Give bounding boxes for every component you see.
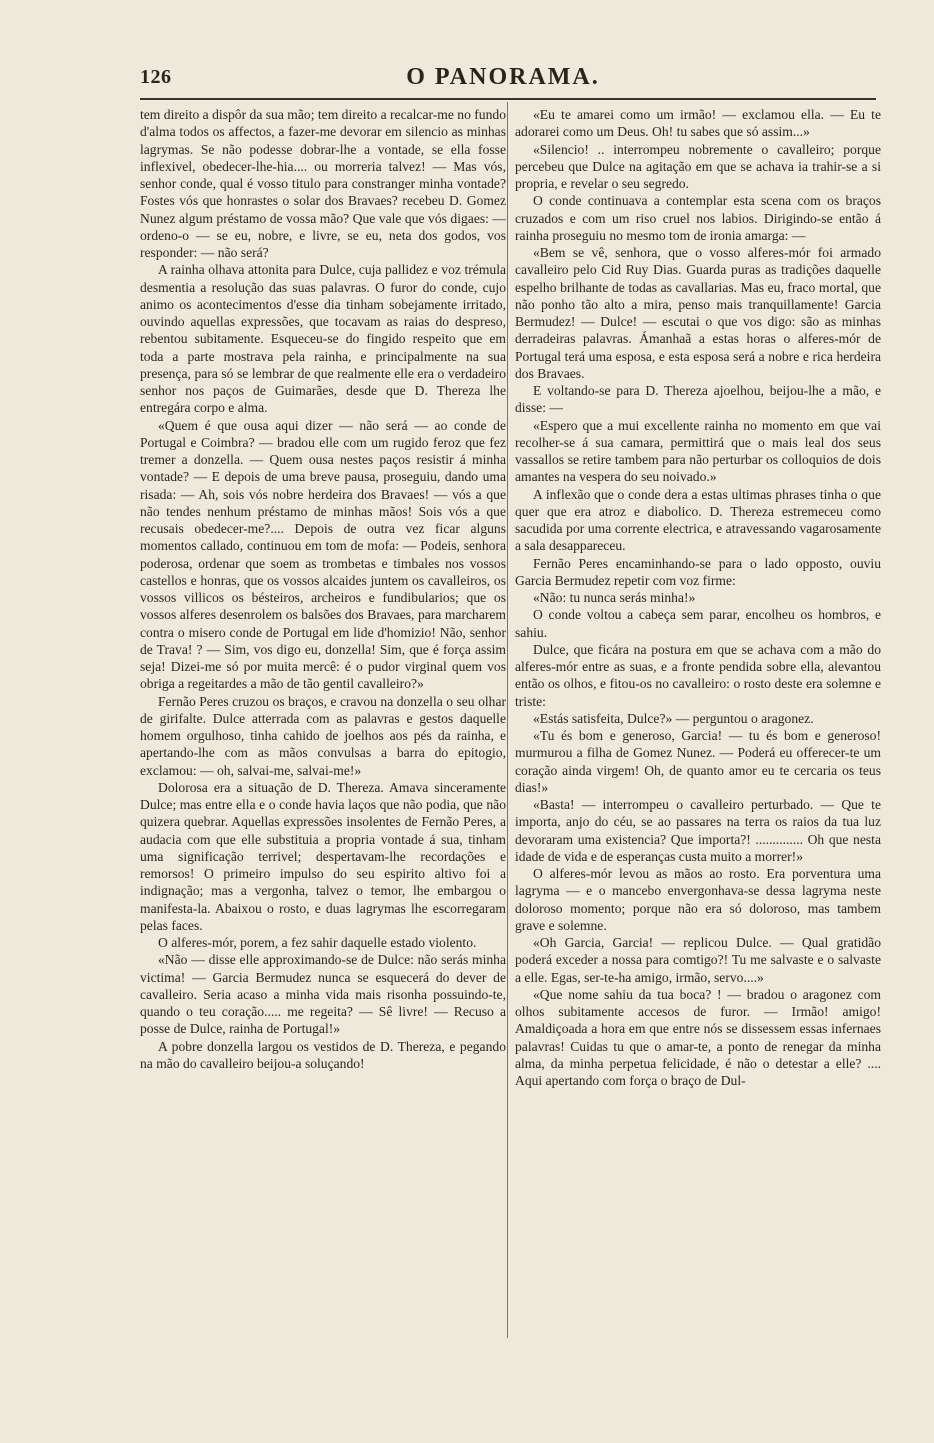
paragraph: «Tu és bom e generoso, Garcia! — tu és bom e generoso! murmurou a filha de Gomez Nunez. — Poderá eu offerecer-te um coração ainda virgem! Oh, de quanto amor eu te cercaria os teus dias!» (515, 728, 881, 795)
paragraph: O alferes-mór levou as mãos ao rosto. Era porventura uma lagryma — e o mancebo envergonhava-se dessa lagryma neste doloroso momento; porque não era só doloroso, mas tambem grave e solemne. (515, 866, 881, 933)
left-text-column (140, 106, 506, 1072)
paragraph: «Não: tu nunca serás minha!» (533, 590, 696, 605)
page-header (140, 62, 866, 98)
paragraph: «Silencio! .. interrompeu nobremente o cavalleiro; porque percebeu que Dulce na agitação em que se achava ia trahir-se a si propria, e revelar o seu segredo. (515, 141, 881, 191)
paragraph: «Que nome sahiu da tua boca? ! — bradou o aragonez com olhos subitamente accesos de furor. — Irmão! amigo! Amaldiçoada a hora em que entre nós se dissessem essas infernaes palavras! Cuidas tu que o amar-te, a ponto de renegar da minha alma, da minha perpetua felicidade, é não o detestar a elle? .... Aqui apertando com força o braço de Dul- (515, 986, 881, 1088)
paragraph: Fernão Peres encaminhando-se para o lado opposto, ouviu Garcia Bermudez repetir com voz firme: (515, 555, 881, 588)
paragraph: «Basta! — interrompeu o cavalleiro perturbado. — Que te importa, anjo do céu, se ao passares na terra os raios da tua luz devoraram uma existencia? Que importa?! .............. Oh que nesta idade de vida e de esperanças custa muito a morrer!» (515, 797, 881, 864)
right-text-column (515, 106, 881, 1089)
paragraph: E voltando-se para D. Thereza ajoelhou, beijou-lhe a mão, e disse: — (515, 383, 881, 416)
paragraph: O alferes-mór, porem, a fez sahir daquelle estado violento. (158, 935, 477, 950)
paragraph: O conde voltou a cabeça sem parar, encolheu os hombros, e sahiu. (515, 607, 881, 640)
paragraph: Dolorosa era a situação de D. Thereza. Amava sinceramente Dulce; mas entre ella e o conde havia laços que não podia, que não quizera quebrar. Aquellas expressões insolentes de Fernão Peres, a audacia com que elle substituia a propria vontade á sua, tinham uma significação terrivel; despertavam-lhe recordações e remorsos! O primeiro impulso do seu espirito altivo foi a indignação; mas a vergonha, talvez o temor, lhe embargou o manifesta-la. Abaixou o rosto, e duas lagrymas lhe escorregaram pelas faces. (140, 779, 506, 933)
paragraph: «Estás satisfeita, Dulce?» — perguntou o aragonez. (533, 710, 814, 726)
paragraph: O conde continuava a contemplar esta scena com os braços cruzados e com um riso cruel nos labios. Dirigindo-se então á rainha proseguiu no mesmo tom de ironia amarga: — (515, 193, 881, 243)
paragraph: A rainha olhava attonita para Dulce, cuja pallidez e voz trémula desmentia a resolução das suas palavras. O furor do conde, cujo animo os acontecimentos d'esse dia tinham sobejamente irritado, ouvindo aquellas expressões, que tocavam as raias do despreso, rebentou subitamente. Esqueceu-se do fingido respeito que em toda a parte mostrava pela rainha, e principalmente na sua presença, para só se lembrar de que realmente elle era o verdadeiro senhor nos paços de Guimarães, desde que D. Thereza lhe entregára corpo e alma. (140, 262, 506, 416)
header-rule (140, 98, 876, 100)
paragraph: A pobre donzella largou os vestidos de D. Thereza, e pegando na mão do cavalleiro beijou-a soluçando! (140, 1038, 506, 1071)
paragraph: «Oh Garcia, Garcia! — replicou Dulce. — Qual gratidão poderá exceder a nossa para comtigo?! Tu me salvaste e o salvaste a elle. Egas, ser-te-ha amigo, irmão, servo....» (515, 935, 881, 985)
paragraph: «Eu te amarei como um irmão! — exclamou ella. — Eu te adorarei como um Deus. Oh! tu sabes que só assim...» (515, 107, 881, 140)
paragraph: «Espero que a mui excellente rainha no momento em que vai recolher-se á sua camara, permittirá que o mais leal dos seus vassallos se retire tambem para não perturbar os colloquios de dois amantes na vespera do seu noivado.» (515, 417, 881, 485)
page-number: 126 (140, 66, 172, 88)
paragraph: «Quem é que ousa aqui dizer — não será — ao conde de Portugal e Coimbra? — bradou elle com um rugido feroz que fez tremer a donzella. — Quem ousa nestes paços resistir á minha vontade? — E depois de uma breve pausa, proseguiu, dando uma risada: — Ah, sois vós nobre herdeira dos Bravaes! — vós a que não tendes nenhum préstamo de minhas mãos! Sois vós a que recusais obedecer-me?.... Depois de outra vez ficar alguns momentos callado, continuou em tom de mofa: — Podeis, senhora poderosa, ordenar que soem as trombetas e timbales nos vossos castellos e honras, que os vossos alcaides juntem os cavalleiros, os vossos villicos os bésteiros, archeiros e fundibularios; que os vossos alferes desenrolem os balsões dos Bravaes, para marcharem contra o misero conde de Portugal em lide d'homizio! Não, senhor de Trava! ? — Sim, vos digo eu, donzella! Sim, que é força assim seja! Dizei-me só por muita mercê: é o pudor virginal quem vos obriga a regeitardes a mão de tão gentil cavalleiro?» (140, 417, 506, 692)
paragraph: Fernão Peres cruzou os braços, e cravou na donzella o seu olhar de girifalte. Dulce atterrada com as palavras e gestos daquelle homem orgulhoso, tinha cahido de joelhos aos pés da rainha, e apertando-lhe com as mãos convulsas a barra do epitogio, exclamou: — oh, salvai-me, salvai-me!» (140, 693, 506, 778)
paragraph: «Não — disse elle approximando-se de Dulce: não serás minha victima! — Garcia Bermudez nunca se esquecerá do dever de cavalleiro. Seria acaso a minha vida mais risonha possuindo-te, quando o teu coração..... me regeita? — Sê livre! — Recuso a posse de Dulce, rainha de Portugal!» (140, 952, 506, 1037)
column-divider (507, 102, 508, 1338)
journal-title: O PANORAMA. (406, 64, 600, 90)
paragraph: A inflexão que o conde dera a estas ultimas phrases tinha o que quer que era atroz e diabolico. D. Thereza estremeceu como sacudida por uma corrente electrica, e atravessando vagarosamente a sala desappareceu. (515, 486, 881, 554)
paragraph: Dulce, que ficára na postura em que se achava com a mão do alferes-mór entre as suas, e a fronte pendida sobre ella, alevantou então os olhos, e fitou-os no cavalleiro: o rosto deste era solemne e triste: (515, 641, 881, 709)
paragraph: tem direito a dispôr da sua mão; tem direito a recalcar-me no fundo d'alma todos os affectos, a fazer-me devorar em silencio as minhas lagrymas. Se não podesse dobrar-lhe a vontade, se ella fosse inflexivel, obedecer-lhe-hia.... ou morreria talvez! — Mas vós, senhor conde, qual é vosso titulo para constranger minha vontade? Fostes vós que honrastes o solar dos Bravaes? recebeu D. Gomez Nunez algum préstamo de vossa mão? Que vale que vós digaes: — ordeno-o — se eu, nobre, e livre, se eu, neta dos godos, vos responder: — não será? (140, 107, 506, 260)
paragraph: «Bem se vê, senhora, que o vosso alferes-mór foi armado cavalleiro pelo Cid Ruy Dias. Guarda puras as tradições daquelle espelho brilhante de todas as cavallarias. Mas eu, fraco mortal, que não ponho tão alto a mira, penso mais tranquillamente! Garcia Bermudez! — Dulce! — escutai o que vos digo: são as minhas derradeiras palavras. Ámanhaã a estas horas o alferes-mór de Portugal terá uma esposa, e esta esposa será a nobre e rica herdeira dos Bravaes. (515, 245, 881, 381)
